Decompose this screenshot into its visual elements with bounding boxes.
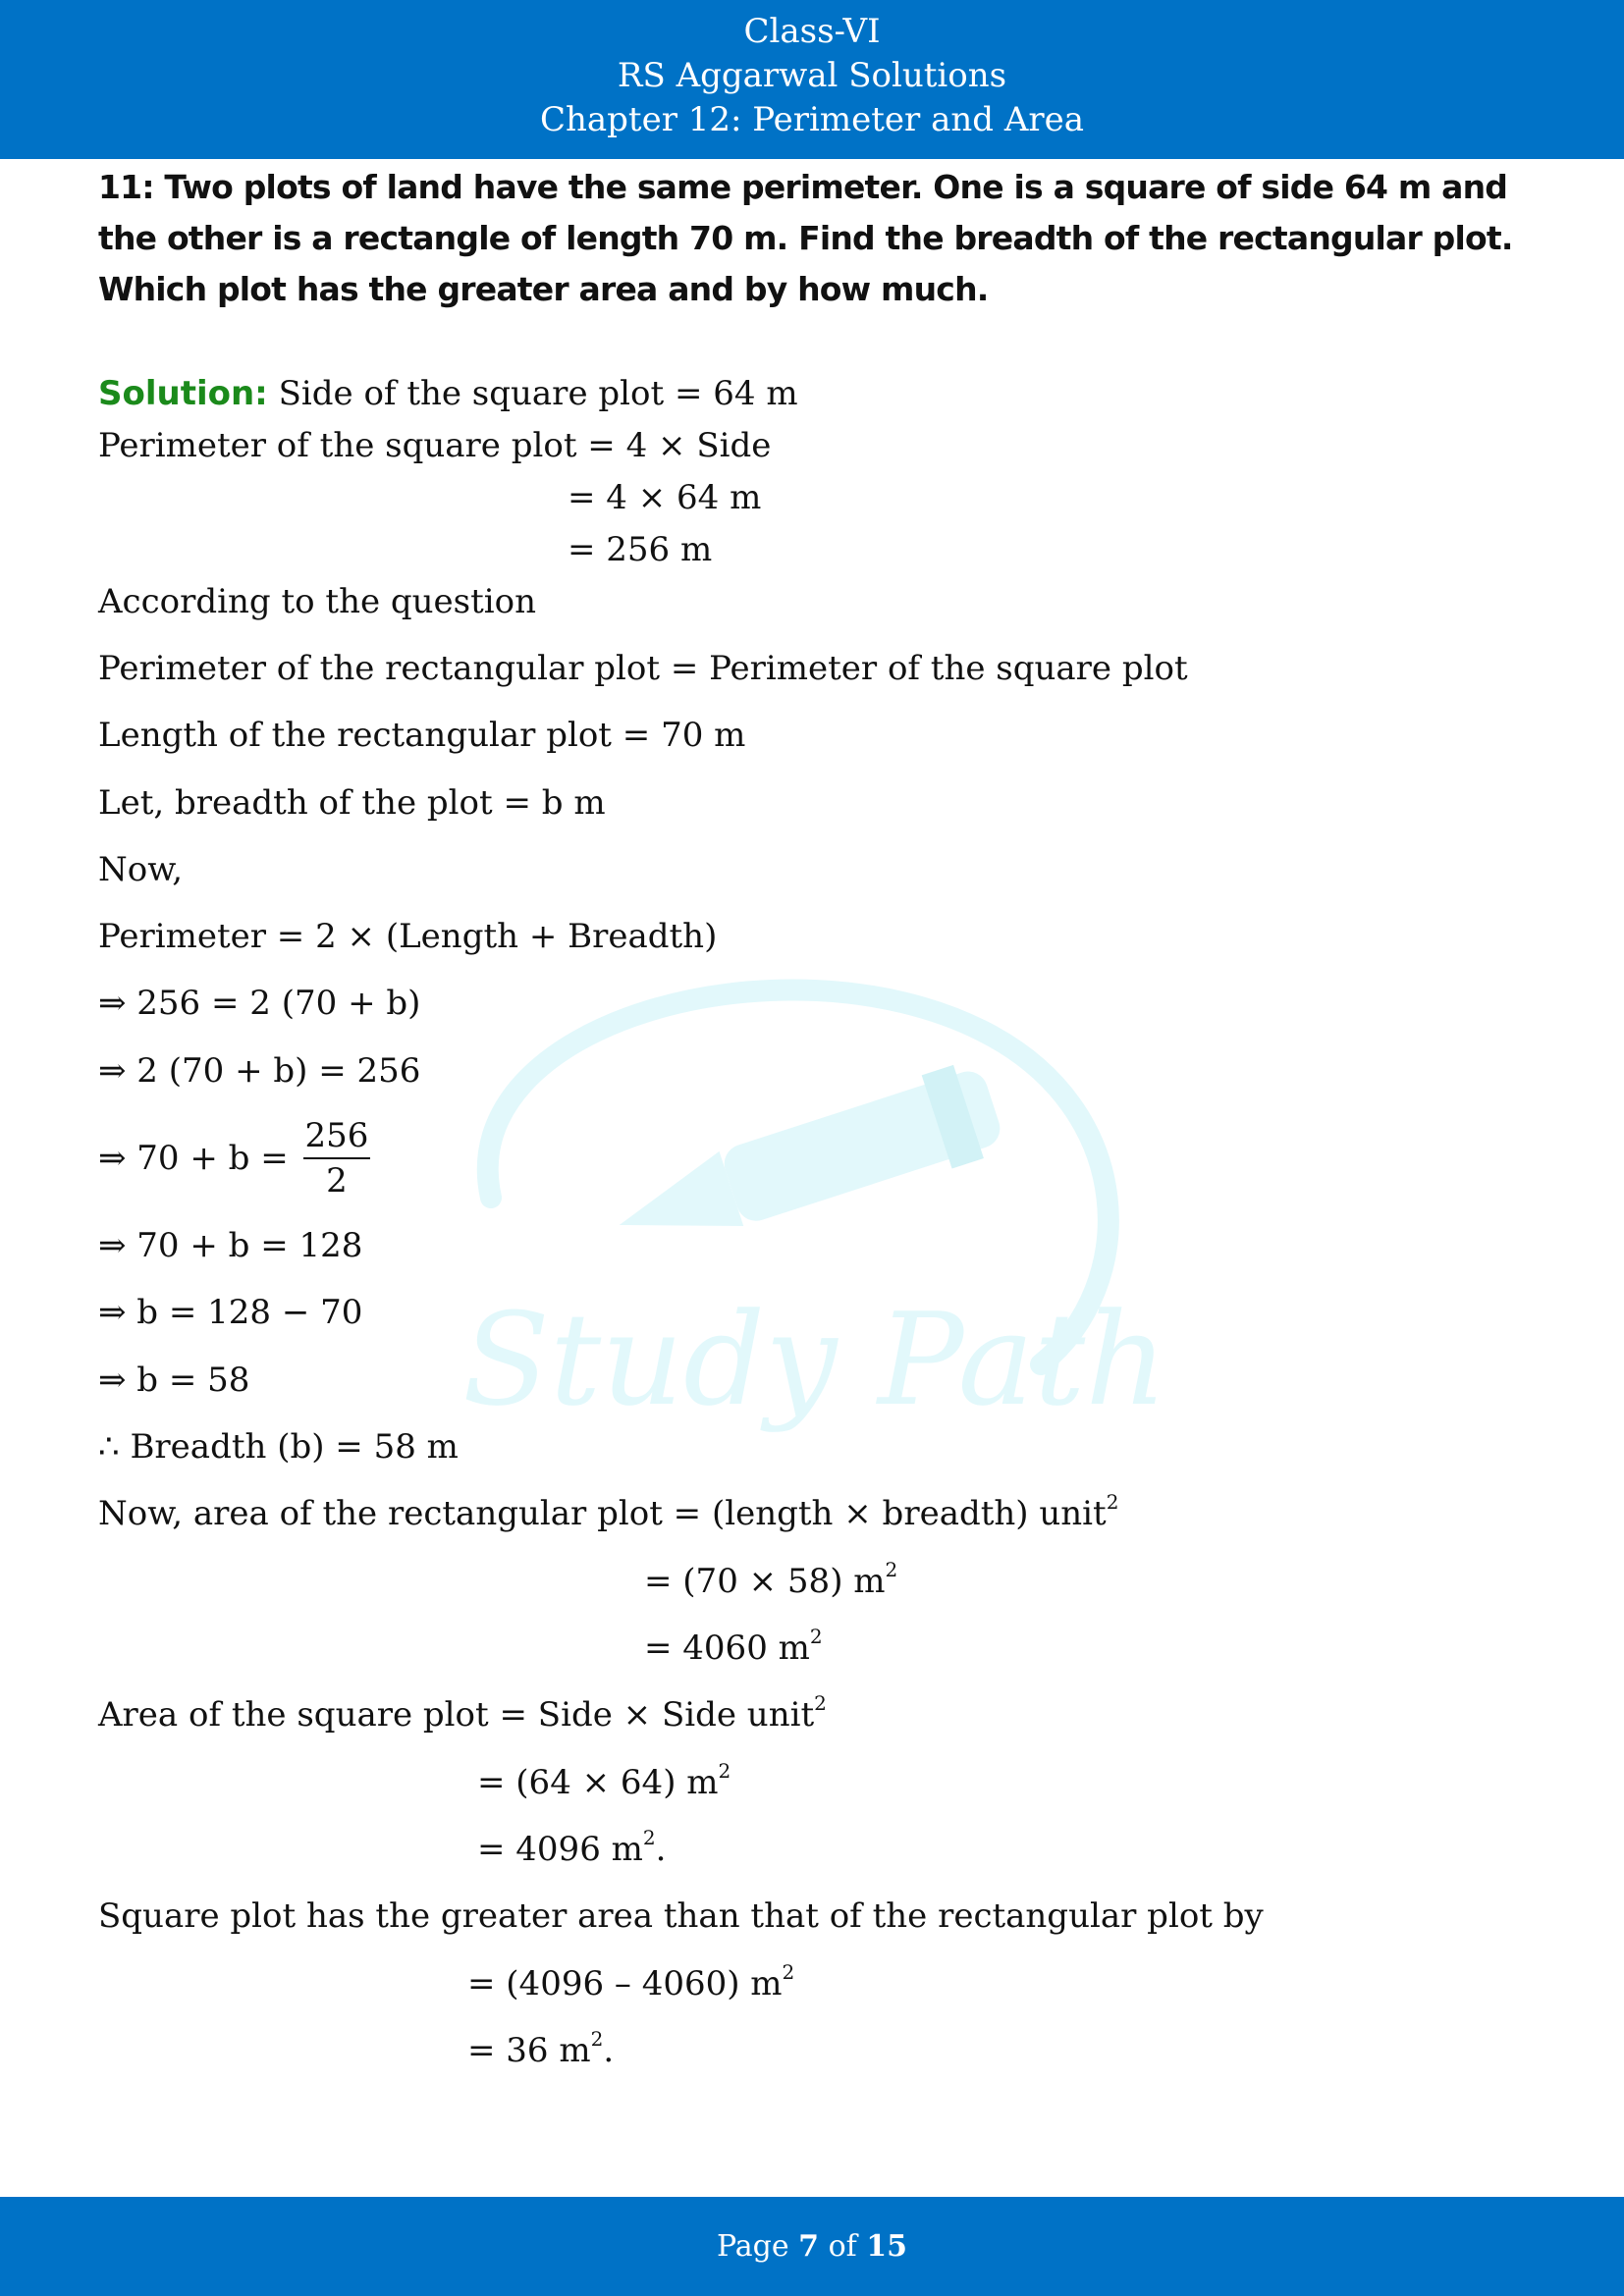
solution-line-7: Length of the rectangular plot = 70 m	[98, 716, 746, 755]
solution-line-22: = (64 × 64) $m^2$	[477, 1759, 731, 1802]
header-class: Class-VI	[743, 12, 881, 51]
page-footer: Page 7 of 15	[0, 2197, 1624, 2296]
solution-line-13: ⇒ 70 + b = $\frac{256}{2}$	[98, 1116, 369, 1201]
solution-label: Solution:	[98, 374, 268, 413]
solution-line-24: Square plot has the greater area than that of the rectangular plot by	[98, 1896, 1264, 1936]
solution-line-23: = 4096 $m^2$.	[477, 1826, 667, 1869]
solution-line-3: = 4 × 64 m	[568, 478, 762, 517]
current-page-number: 7	[798, 2229, 820, 2264]
header-book: RS Aggarwal Solutions	[617, 56, 1007, 95]
watermark-text: Study Path	[461, 1285, 1168, 1434]
question-text: 11: Two plots of land have the same perimeter. One is a square of side 64 m and the other is a rectangle of length 70 m. Find the breadth of the rectangular plot. Which plot has the greater area and by how much.	[98, 168, 1513, 308]
solution-line-20: = 4060 $m^2$	[644, 1625, 823, 1668]
solution-line-25: = (4096 – 4060) $m^2$	[467, 1960, 795, 2003]
solution-line-11: ⇒ 256 = 2 (70 + b)	[98, 984, 421, 1023]
solution-line-17: ∴ Breadth (b) = 58 m	[98, 1427, 459, 1467]
solution-line-18: Now, area of the rectangular plot = (length × breadth) unit$^2$	[98, 1490, 1119, 1533]
study-path-watermark-icon	[432, 962, 1198, 1472]
solution-line-1: Solution: Side of the square plot = 64 m	[98, 374, 798, 413]
solution-line-15: ⇒ b = 128 − 70	[98, 1293, 363, 1332]
solution-line-14: ⇒ 70 + b = 128	[98, 1226, 363, 1265]
header-chapter: Chapter 12: Perimeter and Area	[539, 100, 1085, 139]
solution-line-21: Area of the square plot = Side × Side unit$^2$	[98, 1691, 827, 1735]
solution-line-10: Perimeter = 2 × (Length + Breadth)	[98, 917, 718, 956]
solution-line-2: Perimeter of the square plot = 4 × Side	[98, 426, 772, 465]
total-pages-number: 15	[866, 2229, 908, 2264]
solution-line-16: ⇒ b = 58	[98, 1361, 250, 1400]
solution-line-8: Let, breadth of the plot = b m	[98, 783, 606, 823]
solution-line-5: According to the question	[98, 582, 537, 621]
solution-line-6: Perimeter of the rectangular plot = Perimeter of the square plot	[98, 649, 1188, 688]
solution-line-26: = 36 $m^2$.	[467, 2027, 615, 2070]
solution-line-12: ⇒ 2 (70 + b) = 256	[98, 1051, 421, 1091]
solution-line-19: = (70 × 58) $m^2$	[644, 1558, 898, 1601]
fraction: $\frac{256}{2}$	[304, 1116, 369, 1201]
solution-line-9: Now,	[98, 850, 184, 889]
solution-line-4: = 256 m	[568, 530, 713, 569]
page-header	[0, 0, 1624, 159]
